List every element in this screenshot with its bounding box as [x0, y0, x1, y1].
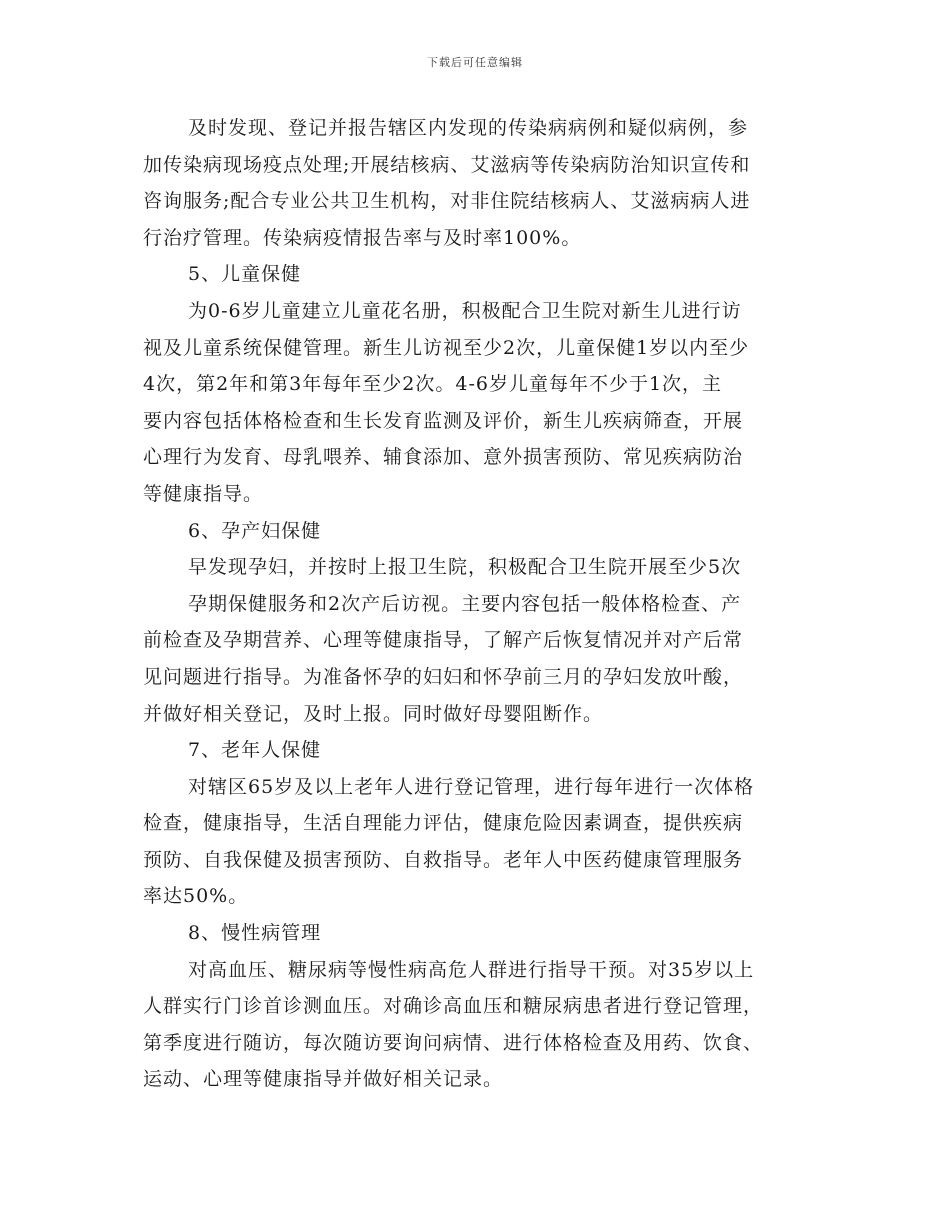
text-line: 行治疗管理。传染病疫情报告率与及时率100%。	[143, 226, 582, 249]
text-line: 等健康指导。	[143, 482, 264, 505]
text-line: 早发现孕妇，并按时上报卫生院，积极配合卫生院开展至少5次	[188, 556, 742, 579]
text-line: 见问题进行指导。为准备怀孕的妇妇和怀孕前三月的孕妇发放叶酸，	[143, 665, 744, 688]
text-line: 及时发现、登记并报告辖区内发现的传染病病例和疑似病例，参	[188, 117, 749, 139]
text-line: 孕期保健服务和2次产后访视。主要内容包括一般体格检查、产	[188, 592, 742, 615]
text-line: 视及儿童系统保健管理。新生儿访视至少2次，儿童保健1岁以内至少	[143, 336, 750, 359]
text-line: 要内容包括体格检查和生长发育监测及评价，新生儿疾病筛查，开展	[143, 409, 744, 432]
text-line: 加传染病现场疫点处理;开展结核病、艾滋病等传染病防治知识宣传和	[143, 153, 751, 176]
text-line: 4次，第2年和第3年每年至少2次。4-6岁儿童每年不少于1次，主	[143, 373, 723, 396]
text-line: 5、儿童保健	[188, 263, 302, 286]
text-line: 人群实行门诊首诊测血压。对确诊高血压和糖尿病患者进行登记管理，	[143, 995, 764, 1018]
text-line: 对辖区65岁及以上老年人进行登记管理，进行每年进行一次体格	[188, 775, 755, 798]
text-line: 运动、心理等健康指导并做好相关记录。	[143, 1068, 504, 1091]
document-body	[143, 110, 808, 1098]
text-line: 咨询服务;配合专业公共卫生机构，对非住院结核病人、艾滋病病人进	[143, 190, 751, 213]
text-line: 7、老年人保健	[188, 739, 322, 762]
page-header-note: 下载后可任意编辑	[427, 56, 523, 69]
text-line: 第季度进行随访，每次随访要询问病情、进行体格检查及用药、饮食、	[143, 1031, 764, 1054]
text-line: 8、慢性病管理	[188, 922, 322, 945]
text-line: 对高血压、糖尿病等慢性病高危人群进行指导干预。对35岁以上	[188, 958, 755, 981]
text-line: 检查，健康指导，生活自理能力评估，健康危险因素调查，提供疾病	[143, 812, 744, 835]
text-line: 为0-6岁儿童建立儿童花名册，积极配合卫生院对新生儿进行访	[188, 299, 742, 322]
text-line: 并做好相关登记，及时上报。同时做好母婴阻断作。	[143, 702, 604, 725]
text-line: 心理行为发育、母乳喂养、辅食添加、意外损害预防、常见疾病防治	[143, 446, 744, 469]
text-line: 预防、自我保健及损害预防、自救指导。老年人中医药健康管理服务	[143, 848, 744, 871]
text-line: 6、孕产妇保健	[188, 519, 322, 542]
text-line: 率达50%。	[143, 885, 249, 908]
text-line: 前检查及孕期营养、心理等健康指导，了解产后恢复情况并对产后常	[143, 629, 744, 652]
